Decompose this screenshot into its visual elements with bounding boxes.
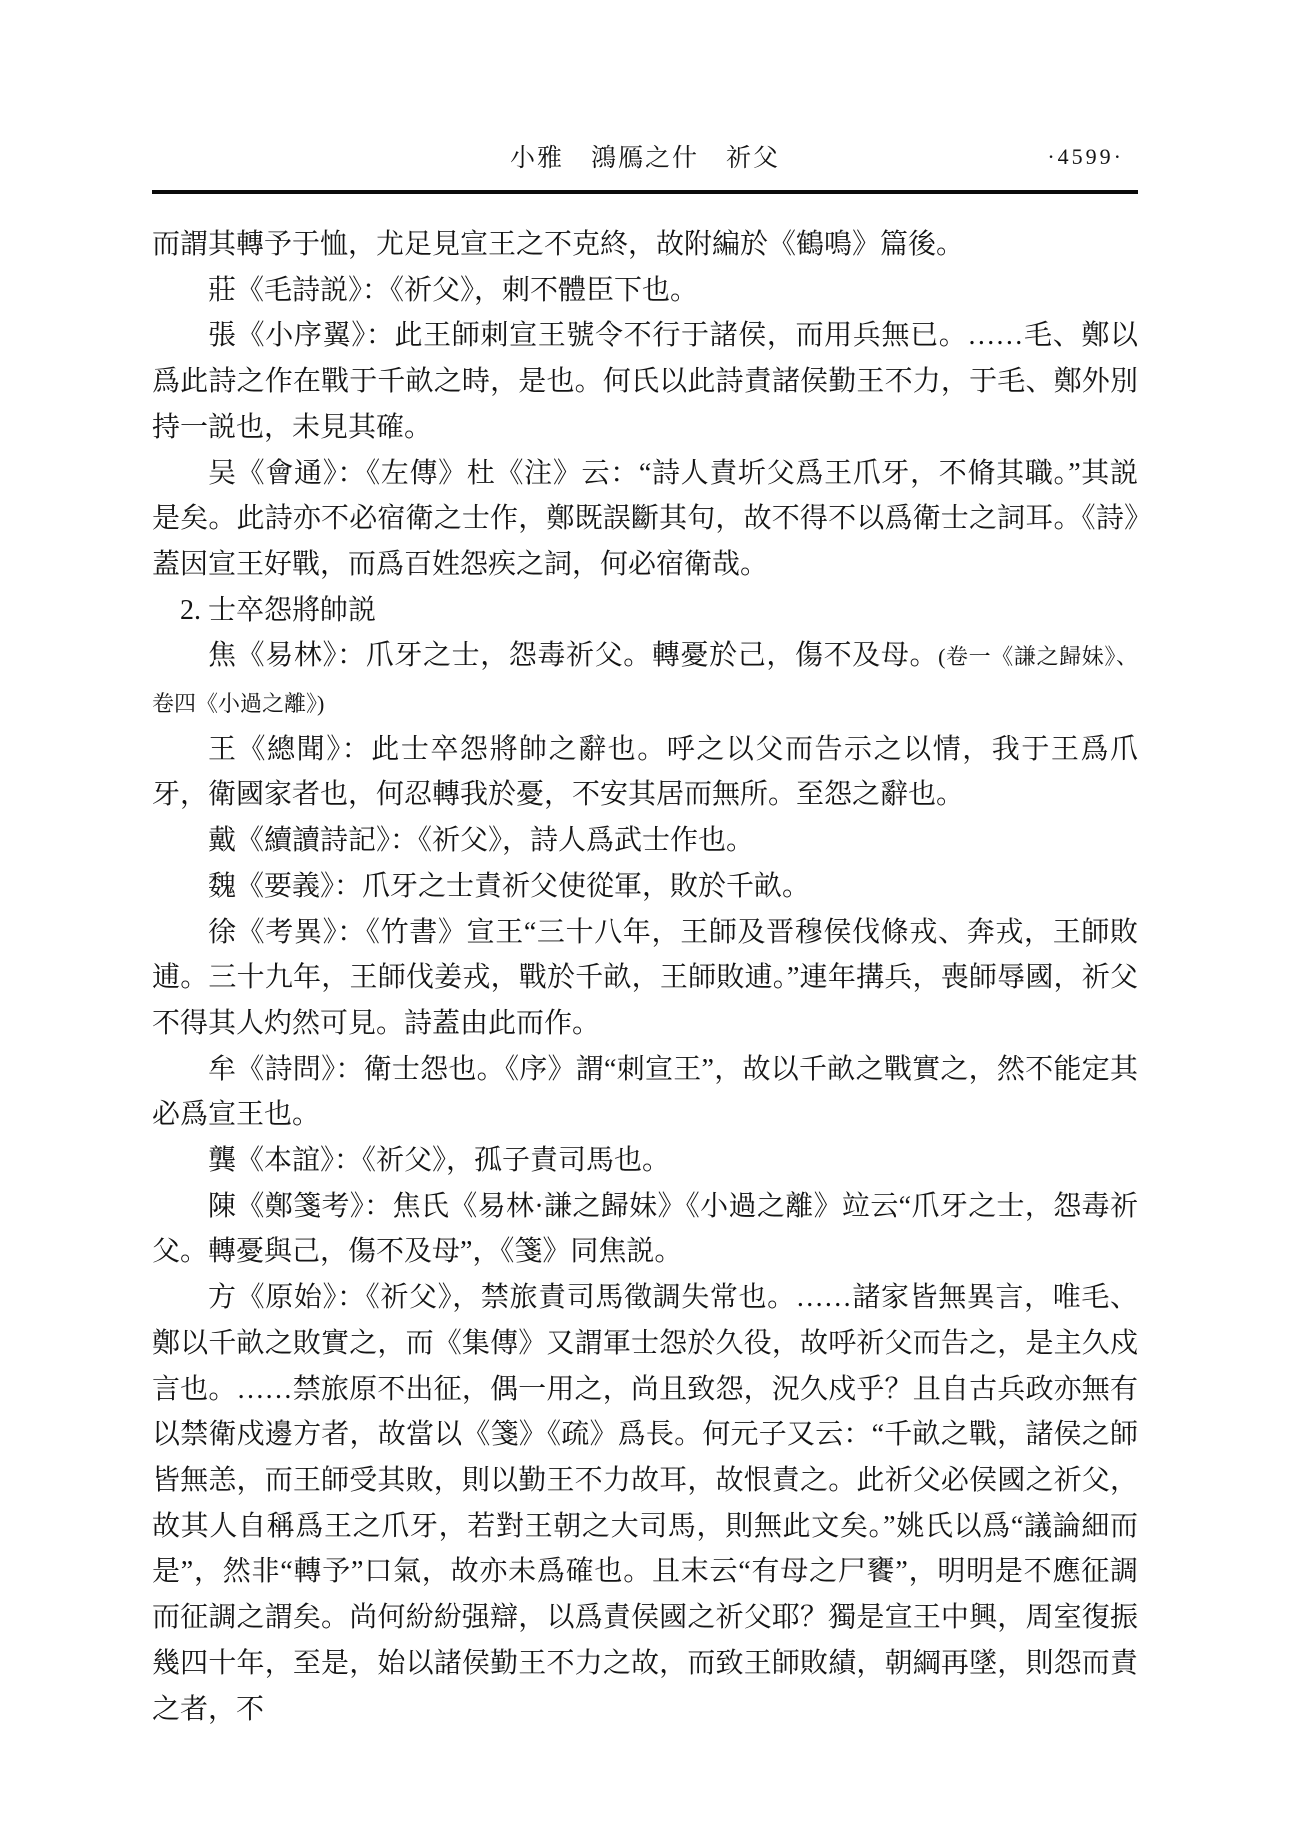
paragraph-text: 陳《鄭箋考》：焦氏《易林·謙之歸妹》《小過之離》竝云“爪牙之士，怨毒祈父。轉憂與己，傷不及母”，《箋》同焦説。 <box>152 1190 1138 1268</box>
paragraph-text: 焦《易林》：爪牙之士，怨毒祈父。轉憂於己，傷不及母。 <box>208 640 939 672</box>
paragraph <box>152 1275 1138 1732</box>
paragraph <box>152 727 1138 818</box>
paragraph-text: 方《原始》：《祈父》，禁旅責司馬徵調失常也。……諸家皆無異言，唯毛、鄭以千畝之敗實之，而《集傳》又謂軍士怨於久役，故呼祈父而告之，是主久戍言也。……禁旅原不出征，偶一用之，尚且致怨，況久戍乎？且自古兵政亦無有以禁衛戍邊方者，故當以《箋》《疏》爲長。何元子又云：“千畝之戰，諸侯之師皆無恙，而王師受其敗，則以勤王不力故耳，故恨責之。此祈父必侯國之祈父，故其人自稱爲王之爪牙，若對王朝之大司馬，則無此文矣。”姚氏以爲“議論細而是”，然非“轉予”口氣，故亦未爲確也。且末云“有母之尸饔”，明明是不應征調而征調之謂矣。尚何紛紛强辯，以爲責侯國之祈父耶？獨是宣王中興，周室復振幾四十年，至是，始以諸侯勤王不力之故，而致王師敗績，朝綱再墜，則怨而責之者，不 <box>152 1282 1138 1725</box>
paragraph-text: 戴《續讀詩記》：《祈父》，詩人爲武士作也。 <box>208 825 755 857</box>
paragraph <box>152 633 1138 726</box>
paragraph <box>152 1184 1138 1275</box>
paragraph-text: 牟《詩問》：衛士怨也。《序》謂“刺宣王”，故以千畝之戰實之，然不能定其必爲宣王也。 <box>152 1053 1138 1131</box>
paragraph-text: 莊《毛詩説》：《祈父》，刺不體臣下也。 <box>208 274 699 306</box>
paragraph-text: 而謂其轉予于恤，尤足見宣王之不克終，故附編於《鶴鳴》篇後。 <box>152 229 965 260</box>
paragraph-text: 吴《會通》：《左傳》杜《注》云：“詩人責圻父爲王爪牙，不脩其職。”其説是矣。此詩亦不必宿衛之士作，鄭既誤斷其句，故不得不以爲衛士之詞耳。《詩》蓋因宣王好戰，而爲百姓怨疾之詞，何必宿衛哉。 <box>152 457 1138 580</box>
paragraph <box>152 1138 1138 1184</box>
page-number: ·4599· <box>1047 144 1124 169</box>
paragraph <box>152 1047 1138 1138</box>
paragraph <box>152 864 1138 910</box>
paragraph <box>152 818 1138 864</box>
paragraph-text: 王《總聞》：此士卒怨將帥之辭也。呼之以父而告示之以情，我于王爲爪牙，衛國家者也，何忍轉我於憂，不安其居而無所。至怨之辭也。 <box>152 733 1138 811</box>
paragraph <box>152 268 1138 314</box>
body-text <box>152 222 1138 1732</box>
paragraph <box>152 588 1138 634</box>
paragraph-text: 張《小序翼》：此王師刺宣王號令不行于諸侯，而用兵無已。……毛、鄭以爲此詩之作在戰于千畝之時，是也。何氏以此詩責諸侯勤王不力，于毛、鄭外別持一説也，未見其確。 <box>152 320 1138 443</box>
paragraph <box>152 910 1138 1047</box>
chapter-title: 小雅 鴻鴈之什 祈父 <box>509 145 780 172</box>
running-header <box>152 138 1138 182</box>
paragraph-note: (卷一《謙之歸妹》、卷四《小過之離》) <box>152 644 1138 717</box>
paragraph <box>152 451 1138 588</box>
header-divider <box>152 190 1138 194</box>
paragraph <box>152 313 1138 450</box>
paragraph-text: 魏《要義》：爪牙之士責祈父使從軍，敗於千畝。 <box>208 870 811 902</box>
page-content <box>152 138 1138 1732</box>
paragraph <box>152 222 1138 268</box>
paragraph-text: 龔《本誼》：《祈父》，孤子責司馬也。 <box>208 1145 671 1177</box>
paragraph-text: 2. 士卒怨將帥説 <box>180 594 377 626</box>
paragraph-text: 徐《考異》：《竹書》宣王“三十八年，王師及晋穆侯伐條戎、奔戎，王師敗逋。三十九年，王師伐姜戎，戰於千畝，王師敗逋。”連年搆兵，喪師辱國，祈父不得其人灼然可見。詩蓋由此而作。 <box>152 916 1138 1039</box>
